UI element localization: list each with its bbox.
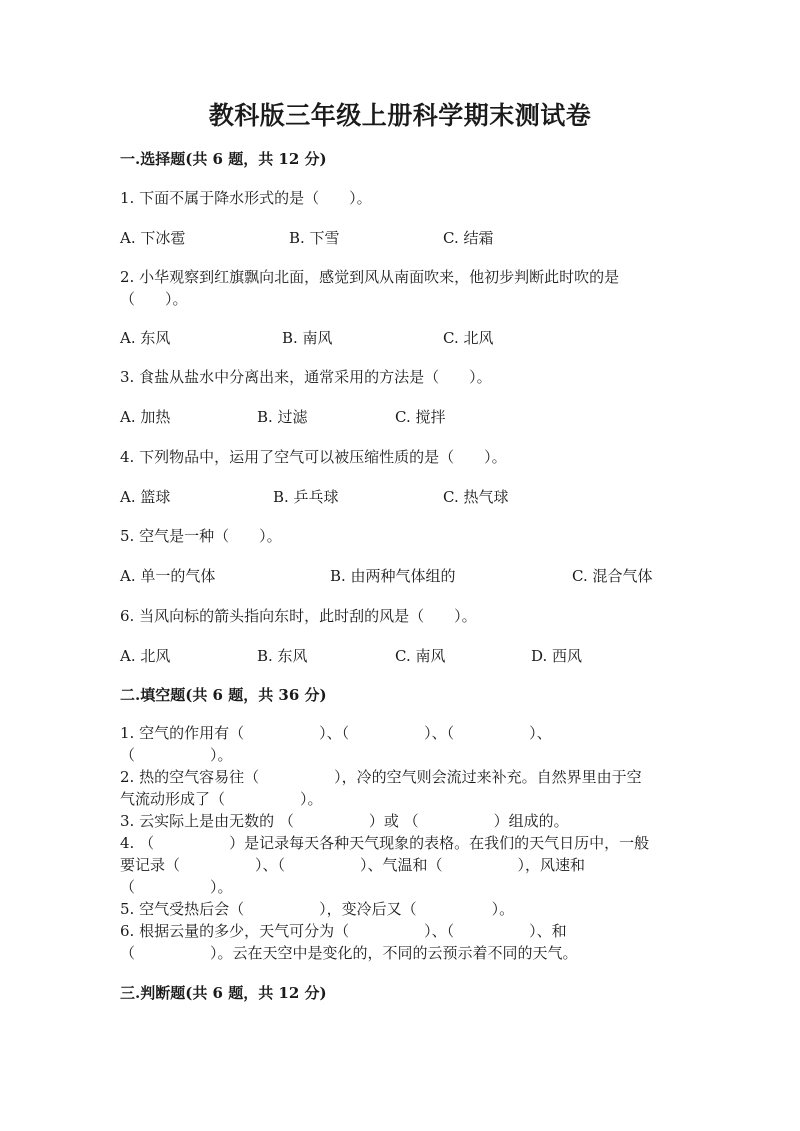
- fill-line: 6. 根据云量的多少，天气可分为（ ）、（ ）、和: [120, 922, 567, 940]
- q6-option-a: A. 北风: [120, 647, 171, 665]
- q3-option-a: A. 加热: [120, 408, 171, 426]
- fill-line: 4. （ ）是记录每天各种天气现象的表格。在我们的天气日历中，一般: [120, 834, 650, 852]
- question-2-line2: （ ）。: [120, 290, 188, 308]
- q3-option-c: C. 搅拌: [395, 408, 446, 426]
- fill-line: 3. 云实际上是由无数的 （ ）或 （ ）组成的。: [120, 812, 569, 830]
- q2-option-c: C. 北风: [443, 329, 494, 347]
- fill-line: 2. 热的空气容易往（ ），冷的空气则会流过来补充。自然界里由于空: [120, 768, 642, 786]
- fill-line: 要记录（ ）、（ ）、气温和（ ），风速和: [120, 856, 586, 874]
- q6-option-d: D. 西风: [531, 647, 583, 665]
- q5-option-a: A. 单一的气体: [120, 567, 216, 585]
- q6-option-c: C. 南风: [395, 647, 446, 665]
- fill-line: （ ）。云在天空中是变化的，不同的云预示着不同的天气。: [120, 944, 578, 962]
- fill-line: （ ）。: [120, 878, 233, 896]
- q1-option-a: A. 下冰雹: [120, 229, 186, 247]
- q1-option-b: B. 下雪: [289, 229, 340, 247]
- question-6: 6. 当风向标的箭头指向东时，此时刮的风是（ ）。: [120, 607, 477, 625]
- question-1: 1. 下面不属于降水形式的是（ ）。: [120, 189, 372, 207]
- section-header-choice: 一.选择题(共 6 题，共 12 分): [120, 150, 327, 168]
- question-4: 4. 下列物品中，运用了空气可以被压缩性质的是（ ）。: [120, 448, 507, 466]
- q5-option-b: B. 由两种气体组的: [330, 567, 456, 585]
- q2-option-b: B. 南风: [282, 329, 333, 347]
- page-title: 教科版三年级上册科学期末测试卷: [208, 101, 592, 130]
- q5-option-c: C. 混合气体: [572, 567, 653, 585]
- q3-option-b: B. 过滤: [257, 408, 308, 426]
- question-3: 3. 食盐从盐水中分离出来，通常采用的方法是（ ）。: [120, 368, 492, 386]
- fill-line: （ ）。: [120, 746, 233, 764]
- q4-option-a: A. 篮球: [120, 488, 171, 506]
- q1-option-c: C. 结霜: [443, 229, 494, 247]
- question-2-line1: 2. 小华观察到红旗飘向北面，感觉到风从南面吹来，他初步判断此时吹的是: [120, 268, 620, 286]
- fill-line: 气流动形成了（ ）。: [120, 790, 323, 808]
- section-header-fill: 二.填空题(共 6 题，共 36 分): [120, 686, 327, 704]
- section-header-judge: 三.判断题(共 6 题，共 12 分): [120, 984, 327, 1002]
- q2-option-a: A. 东风: [120, 329, 171, 347]
- question-5: 5. 空气是一种（ ）。: [120, 527, 282, 545]
- fill-line: 1. 空气的作用有（ ）、（ ）、（ ）、: [120, 724, 552, 742]
- q4-option-c: C. 热气球: [443, 488, 509, 506]
- q6-option-b: B. 东风: [257, 647, 308, 665]
- fill-line: 5. 空气受热后会（ ），变冷后又（ ）。: [120, 900, 515, 918]
- q4-option-b: B. 乒乓球: [273, 488, 339, 506]
